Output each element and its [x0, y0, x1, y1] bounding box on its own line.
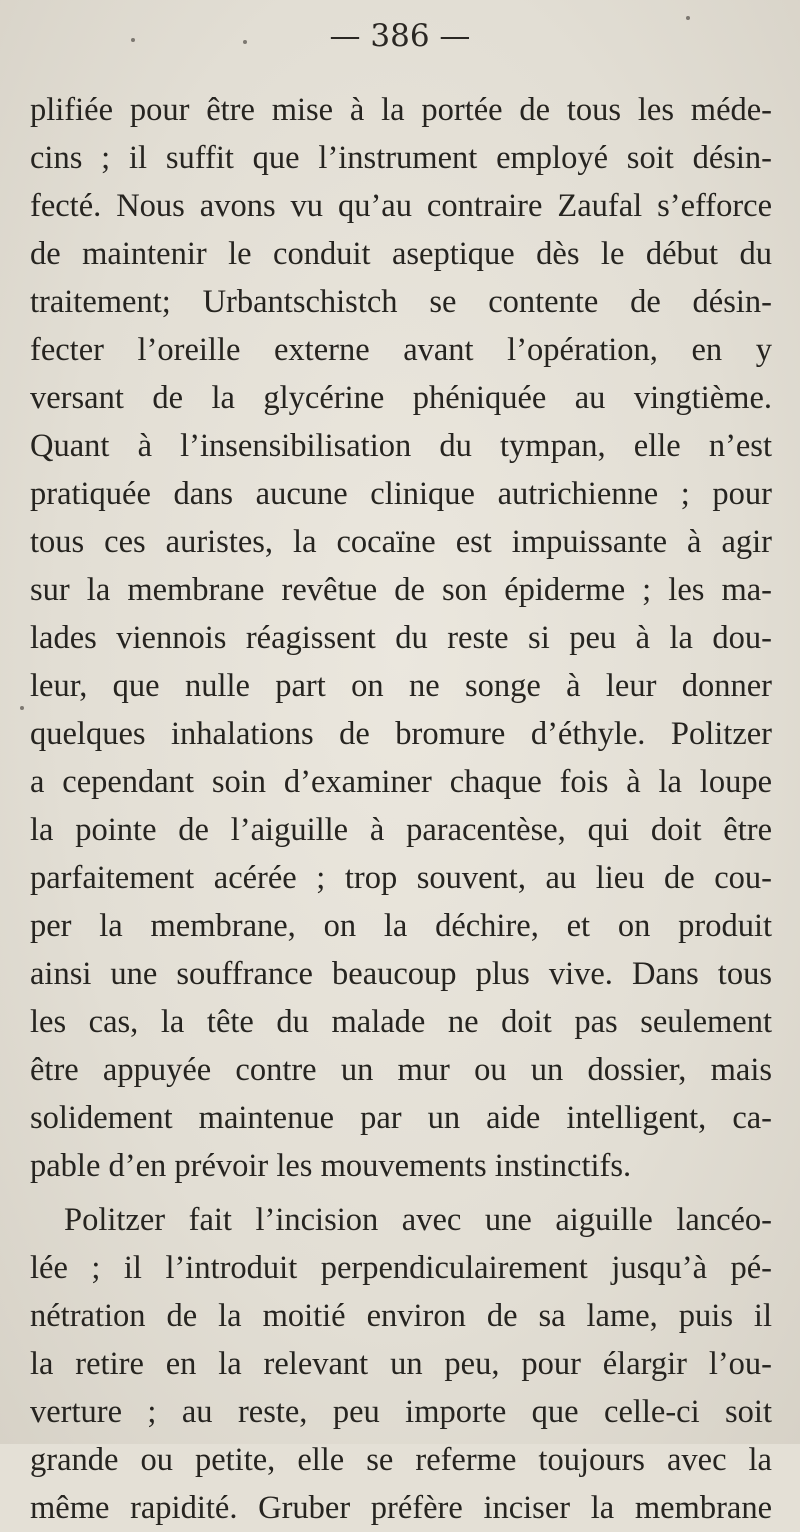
text-line: ainsi une souffrance beaucoup plus vive. Dans tous — [30, 956, 772, 992]
paragraph-1 — [30, 86, 772, 1190]
text-line: être appuyée contre un mur ou un dossier, mais — [30, 1052, 772, 1088]
text-line: les cas, la tête du malade ne doit pas seulement — [30, 1004, 772, 1040]
body-text — [30, 86, 772, 1532]
text-line: traitement; Urbantschistch se contente de désin- — [30, 284, 772, 320]
page-number: — 386 — — [329, 18, 471, 54]
text-line: leur, que nulle part on ne songe à leur donner — [30, 668, 772, 704]
text-line: a cependant soin d’examiner chaque fois à la loupe — [30, 764, 772, 800]
text-line: plifiée pour être mise à la portée de tous les méde- — [30, 92, 772, 128]
paper-speck — [20, 706, 24, 710]
text-line: même rapidité. Gruber préfère inciser la membrane — [30, 1490, 772, 1526]
text-line: sur la membrane revêtue de son épiderme ; les ma- — [30, 572, 772, 608]
text-line: solidement maintenue par un aide intelligent, ca- — [30, 1100, 772, 1136]
text-line: Quant à l’insensibilisation du tympan, elle n’est — [30, 428, 772, 464]
text-line: quelques inhalations de bromure d’éthyle. Politzer — [30, 716, 772, 752]
text-line: la retire en la relevant un peu, pour élargir l’ou- — [30, 1346, 772, 1382]
text-line: tous ces auristes, la cocaïne est impuissante à agir — [30, 524, 772, 560]
text-line: nétration de la moitié environ de sa lame, puis il — [30, 1298, 772, 1334]
text-line: pable d’en prévoir les mouvements instinctifs. — [30, 1148, 632, 1184]
text-line: per la membrane, on la déchire, et on produit — [30, 908, 772, 944]
text-line: de maintenir le conduit aseptique dès le début du — [30, 236, 772, 272]
text-line: parfaitement acérée ; trop souvent, au lieu de cou- — [30, 860, 772, 896]
paragraph-2 — [30, 1196, 772, 1532]
text-line: lades viennois réagissent du reste si peu à la dou- — [30, 620, 772, 656]
text-line: lée ; il l’introduit perpendiculairement jusqu’à pé- — [30, 1250, 772, 1286]
text-line: cins ; il suffit que l’instrument employé soit désin- — [30, 140, 772, 176]
text-line: versant de la glycérine phéniquée au vingtième. — [30, 380, 772, 416]
text-line: verture ; au reste, peu importe que celle-ci soit — [30, 1394, 772, 1430]
text-line: fecter l’oreille externe avant l’opération, en y — [30, 332, 772, 368]
text-line: Politzer fait l’incision avec une aiguille lancéo- — [64, 1202, 772, 1238]
text-line: fecté. Nous avons vu qu’au contraire Zaufal s’efforce — [30, 188, 772, 224]
text-line: pratiquée dans aucune clinique autrichienne ; pour — [30, 476, 772, 512]
text-line: la pointe de l’aiguille à paracentèse, qui doit être — [30, 812, 772, 848]
text-line: grande ou petite, elle se referme toujours avec la — [30, 1442, 772, 1478]
